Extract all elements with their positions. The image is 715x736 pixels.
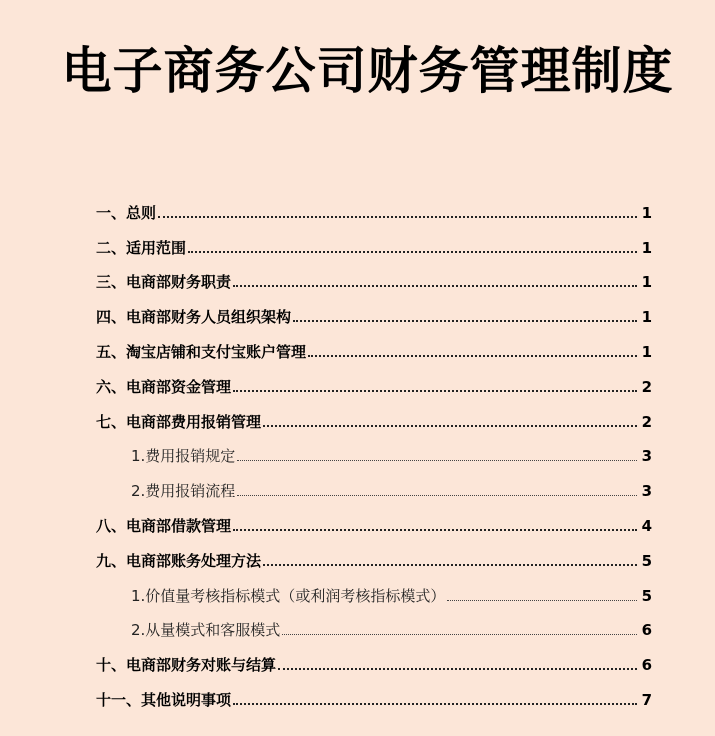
toc-entry-page-number: 2 [641,377,652,396]
toc-entry-label: 1.价值量考核指标模式（或利润考核指标模式） [131,586,446,605]
toc-entry[interactable] [96,501,652,536]
toc-dot-leader [188,251,637,253]
toc-dot-leader [233,285,637,287]
toc-entry-page-number: 4 [641,516,652,535]
toc-entry-label: 八、电商部借款管理 [96,516,232,535]
toc-entry[interactable] [96,258,652,293]
toc-entry[interactable] [96,640,652,675]
toc-entry[interactable] [96,675,652,710]
toc-dot-leader [282,634,637,635]
toc-dot-leader [308,355,637,357]
toc-entry-label: 十一、其他说明事项 [96,690,232,709]
toc-entry[interactable] [96,432,652,467]
toc-entry[interactable] [96,466,652,501]
toc-dot-leader [447,600,637,601]
toc-entry-page-number: 1 [641,203,652,222]
toc-dot-leader [233,703,637,705]
toc-entry[interactable] [96,571,652,606]
toc-entry-page-number: 1 [641,308,652,327]
toc-entry-label: 三、电商部财务职责 [96,273,232,292]
toc-entry-label: 九、电商部账务处理方法 [96,551,262,570]
toc-entry-page-number: 1 [641,342,652,361]
toc-entry-page-number: 3 [641,482,652,501]
toc-entry-label: 五、淘宝店铺和支付宝账户管理 [96,342,307,361]
toc-entry-label: 1.费用报销规定 [131,447,236,466]
toc-dot-leader [233,529,637,531]
toc-dot-leader [293,320,637,322]
toc-entry-page-number: 2 [641,412,652,431]
toc-entry-page-number: 1 [641,238,652,257]
toc-dot-leader [237,460,637,461]
toc-entry-label: 2.费用报销流程 [131,482,236,501]
toc-entry-page-number: 3 [641,447,652,466]
toc-entry-label: 十、电商部财务对账与结算 [96,656,277,675]
toc-entry[interactable] [96,223,652,258]
toc-dot-leader [263,425,637,427]
toc-entry-page-number: 1 [641,273,652,292]
toc-dot-leader [233,390,637,392]
toc-dot-leader [278,668,637,670]
toc-entry[interactable] [96,536,652,571]
toc-entry-page-number: 6 [641,621,652,640]
document-title: 电子商务公司财务管理制度 [61,42,674,100]
toc-dot-leader [237,495,637,496]
toc-dot-leader [263,564,637,566]
table-of-contents [96,188,652,710]
toc-entry-label: 2.从量模式和客服模式 [131,621,281,640]
toc-entry[interactable] [96,606,652,641]
toc-entry-page-number: 7 [641,690,652,709]
toc-entry-label: 二、适用范围 [96,238,187,257]
toc-dot-leader [158,216,637,218]
toc-entry[interactable] [96,327,652,362]
toc-entry-page-number: 6 [641,656,652,675]
toc-entry[interactable] [96,292,652,327]
toc-entry[interactable] [96,188,652,223]
toc-entry[interactable] [96,397,652,432]
toc-entry-label: 七、电商部费用报销管理 [96,412,262,431]
toc-entry-label: 一、总则 [96,203,157,222]
toc-entry-label: 六、电商部资金管理 [96,377,232,396]
toc-entry-page-number: 5 [641,586,652,605]
toc-entry-page-number: 5 [641,551,652,570]
toc-entry-label: 四、电商部财务人员组织架构 [96,308,292,327]
toc-entry[interactable] [96,362,652,397]
